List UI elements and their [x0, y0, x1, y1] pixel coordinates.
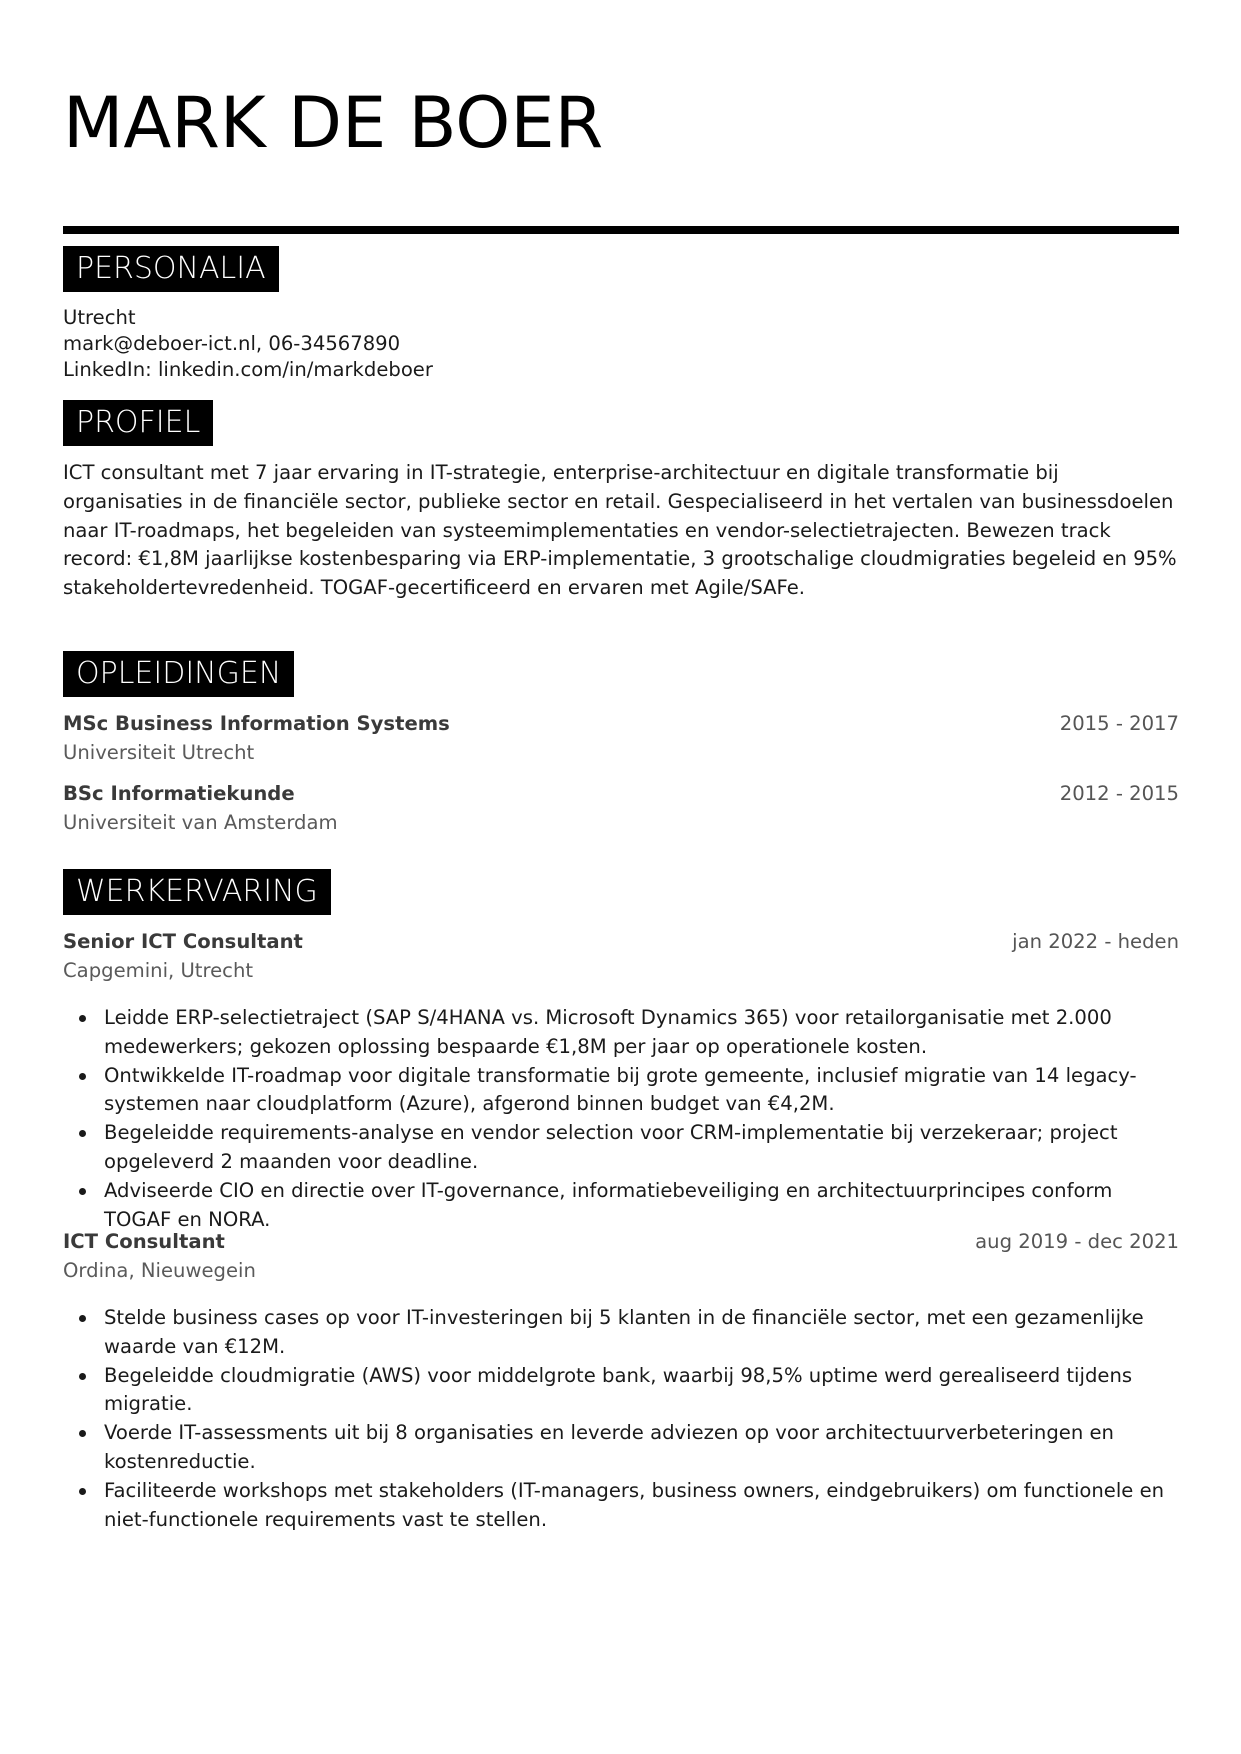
job-title: Senior ICT Consultant — [63, 930, 303, 953]
list-item: Faciliteerde workshops met stakeholders (IT-managers, business owners, eindgebruikers) om functionele en niet-functionele requirements vast te stellen. — [63, 1477, 1179, 1535]
job-period: jan 2022 - heden — [1012, 930, 1179, 953]
list-item: Begeleidde requirements-analyse en vendor selection voor CRM-implementatie bij verzekeraar; project opgeleverd 2 maanden voor deadline. — [63, 1119, 1179, 1177]
list-item: Ontwikkelde IT-roadmap voor digitale transformatie bij grote gemeente, inclusief migratie van 14 legacy-systemen naar cloudplatform (Azure), afgerond binnen budget van €4,2M. — [63, 1062, 1179, 1120]
job-achievements — [63, 1304, 1179, 1534]
education-item — [63, 710, 1179, 770]
personalia-city: Utrecht — [63, 306, 136, 329]
job-company: Ordina, Nieuwegein — [63, 1259, 256, 1282]
job-achievements — [63, 1004, 1179, 1234]
education-institution: Universiteit van Amsterdam — [63, 811, 338, 834]
list-item: Leidde ERP-selectietraject (SAP S/4HANA vs. Microsoft Dynamics 365) voor retailorganisatie met 2.000 medewerkers; gekozen oplossing bespaarde €1,8M per jaar op operationele kosten. — [63, 1004, 1179, 1062]
section-heading-opleidingen: OPLEIDINGEN — [63, 651, 294, 697]
list-item: Voerde IT-assessments uit bij 8 organisaties en leverde adviezen op voor architectuurverbeteringen en kostenreductie. — [63, 1419, 1179, 1477]
section-heading-personalia: PERSONALIA — [63, 246, 279, 292]
personalia-contact: mark@deboer-ict.nl, 06-34567890 — [63, 332, 401, 355]
header-divider — [63, 226, 1179, 234]
education-item — [63, 780, 1179, 840]
education-period: 2012 - 2015 — [1059, 782, 1179, 805]
profile-summary: ICT consultant met 7 jaar ervaring in IT-strategie, enterprise-architectuur en digitale transformatie bij organisaties in de financiële sector, publieke sector en retail. Gespecialiseerd in het vertalen van businessdoelen naar IT-roadmaps, het begeleiden van systeemimplementaties en vendor-selectietrajecten. Bewezen track record: €1,8M jaarlijkse kostenbesparing via ERP-implementatie, 3 grootschalige cloudmigraties begeleid en 95% stakeholdertevredenheid. TOGAF-gecertificeerd en ervaren met Agile/SAFe. — [63, 461, 1177, 600]
job-company: Capgemini, Utrecht — [63, 959, 254, 982]
section-heading-werkervaring: WERKERVARING — [63, 869, 331, 915]
personalia-linkedin: LinkedIn: linkedin.com/in/markdeboer — [63, 358, 433, 381]
list-item: Adviseerde CIO en directie over IT-governance, informatiebeveiliging en architectuurprincipes conform TOGAF en NORA. — [63, 1177, 1179, 1235]
candidate-name: MARK DE BOER — [63, 82, 604, 164]
job-period: aug 2019 - dec 2021 — [975, 1230, 1179, 1253]
education-period: 2015 - 2017 — [1059, 712, 1179, 735]
education-institution: Universiteit Utrecht — [63, 741, 255, 764]
list-item: Begeleidde cloudmigratie (AWS) voor middelgrote bank, waarbij 98,5% uptime werd gerealiseerd tijdens migratie. — [63, 1362, 1179, 1420]
list-item: Stelde business cases op voor IT-investeringen bij 5 klanten in de financiële sector, met een gezamenlijke waarde van €12M. — [63, 1304, 1179, 1362]
job-item — [63, 1228, 1179, 1288]
education-title: BSc Informatiekunde — [63, 782, 295, 805]
job-item — [63, 928, 1179, 988]
section-heading-profiel: PROFIEL — [63, 400, 213, 446]
education-title: MSc Business Information Systems — [63, 712, 450, 735]
job-title: ICT Consultant — [63, 1230, 225, 1253]
